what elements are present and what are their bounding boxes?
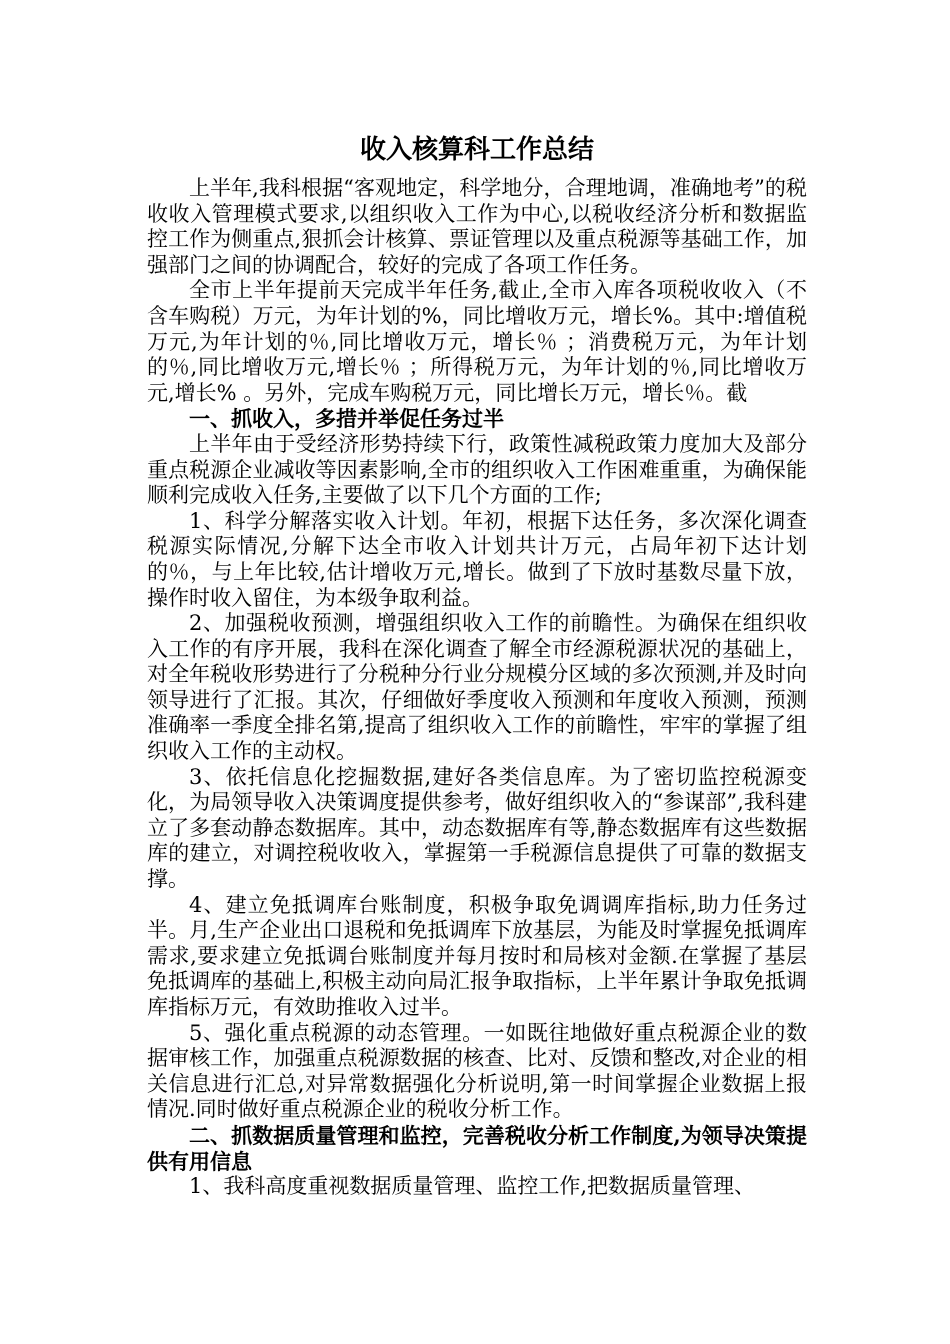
section-heading-1: 一、抓收入，多措并举促任务过半 (189, 406, 504, 432)
document-page (147, 132, 807, 1200)
paragraph-item-5: 5、强化重点税源的动态管理。一如既往地做好重点税源企业的数据审核工作，加强重点税源数据的核查、比对、反馈和整改,对企业的相关信息进行汇总,对异常数据强化分析说明,第一时间掌握企业数据上报情况.同时做好重点税源企业的税收分析工作。 (147, 1020, 807, 1122)
paragraph-item-2: 2、加强税收预测，增强组织收入工作的前瞻性。为确保在组织收入工作的有序开展，我科在深化调查了解全市经源税源状况的基础上，对全年税收形势进行了分税种分行业分规模分区域的多次预测,并及时向领导进行了汇报。其次，仔细做好季度收入预测和年度收入预测，预测准确率一季度全排名第,提高了组织收入工作的前瞻性，牢牢的掌握了组织收入工作的主动权。 (147, 611, 807, 764)
document-title: 收入核算科工作总结 (359, 135, 594, 165)
paragraph-intro: 上半年,我科根据“客观地定，科学地分，合理地调，准确地考”的税收收入管理模式要求,以组织收入工作为中心,以税收经济分析和数据监控工作为侧重点,狠抓会计核算、票证管理以及重点税源等基础工作，加强部门之间的协调配合，较好的完成了各项工作任务。 (147, 176, 807, 277)
paragraph-item-3: 3、依托信息化挖掘数据,建好各类信息库。为了密切监控税源变化，为局领导收入决策调度提供参考，做好组织收入的“参谋部”,我科建立了多套动静态数据库。其中，动态数据库有等,静态数据库有这些数据库的建立，对调控税收收入，掌握第一手税源信息提供了可靠的数据支撑。 (147, 764, 807, 892)
paragraph-item-1: 1、科学分解落实收入计划。年初，根据下达任务，多次深化调查税源实际情况,分解下达全市收入计划共计万元，占局年初下达计划的％，与上年比较,估计增收万元,增长。做到了下放时基数尽量下放，操作时收入留住，为本级争取利益。 (147, 508, 807, 610)
paragraph-section-1-intro: 上半年由于受经济形势持续下行，政策性减税政策力度加大及部分重点税源企业减收等因素影响,全市的组织收入工作困难重重，为确保能顺利完成收入任务,主要做了以下几个方面的工作; (147, 431, 807, 508)
paragraph-item-4: 4、建立免抵调库台账制度，积极争取免调调库指标,助力任务过半。月,生产企业出口退税和免抵调库下放基层，为能及时掌握免抵调库需求,要求建立免抵调台账制度并每月按时和局核对金额.在掌握了基层免抵调库的基础上,积极主动向局汇报争取指标，上半年累计争取免抵调库指标万元，有效助推收入过半。 (147, 892, 807, 1019)
paragraph-revenue-summary: 全市上半年提前天完成半年任务,截止,全市入库各项税收收入（不含车购税）万元，为年计划的%，同比增收万元，增长%。其中:增值税万元,为年计划的％,同比增收万元，增长％ ；消费税万元，为年计划的％,同比增收万元,增长％ ；所得税万元，为年计划的％,同比增收万元,增长% 。另外，完成车购税万元，同比增长万元，增长％。截 (147, 278, 807, 405)
section-heading-2: 二、抓数据质量管理和监控，完善税收分析工作制度,为领导决策提供有用信息 (147, 1122, 807, 1174)
paragraph-section-2-item-1: 1、我科高度重视数据质量管理、监控工作,把数据质量管理、 (189, 1174, 756, 1199)
